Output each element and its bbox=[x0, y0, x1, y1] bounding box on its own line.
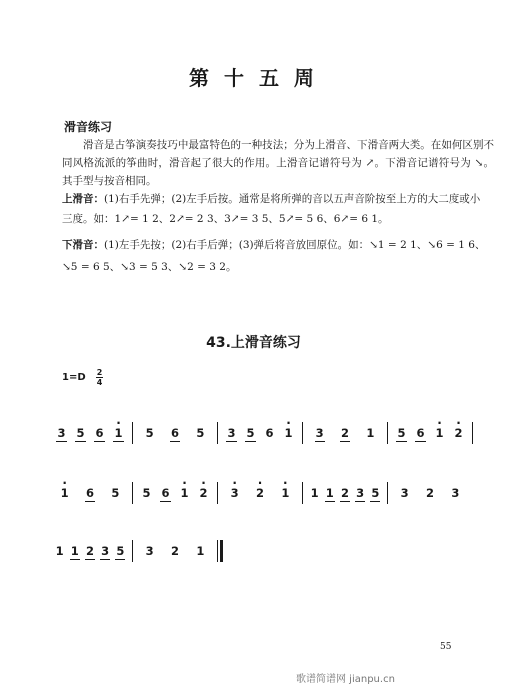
measure bbox=[48, 478, 132, 508]
note: 1 bbox=[55, 544, 64, 558]
note: 5 bbox=[246, 426, 255, 440]
score-row-2 bbox=[48, 478, 478, 508]
note: 5 bbox=[196, 426, 205, 440]
note: 3 bbox=[356, 486, 365, 500]
note: 6 bbox=[416, 426, 425, 440]
note: · 1 bbox=[112, 426, 124, 440]
score-row-1 bbox=[48, 418, 478, 448]
note: 5 bbox=[397, 426, 406, 440]
note: 3 bbox=[315, 426, 324, 440]
note: 5 bbox=[76, 426, 85, 440]
note: 3 bbox=[57, 426, 66, 440]
measure bbox=[218, 478, 302, 508]
measure bbox=[303, 418, 387, 448]
meter-top: 2 bbox=[96, 368, 103, 377]
measure bbox=[388, 418, 472, 448]
downward-slide-rule-line1 bbox=[62, 236, 494, 254]
section-title: 滑音练习 bbox=[64, 120, 113, 134]
note: 6 bbox=[265, 426, 274, 440]
watermark: 歌谱简谱网 jianpu.cn bbox=[296, 674, 395, 685]
week-title: 第 十 五 周 bbox=[189, 66, 318, 90]
note: · 1 bbox=[433, 426, 445, 440]
note: 3 bbox=[400, 486, 409, 500]
intro-paragraph: 滑音是古筝演奏技巧中最富特色的一种技法；分为上滑音、下滑音两大类。在如何区别不同风格流派的筝曲时，滑音起了很大的作用。上滑音记谱符号为 ↗。下滑音记谱符号为 ↘。其手型与按音相同。 bbox=[62, 139, 494, 187]
note: 2 bbox=[170, 544, 179, 558]
note: 6 bbox=[85, 486, 94, 500]
upward-slide-label: 上滑音： bbox=[62, 193, 104, 205]
measure bbox=[218, 418, 302, 448]
time-signature bbox=[96, 368, 103, 387]
note: 3 bbox=[451, 486, 460, 500]
measure bbox=[133, 536, 217, 566]
measure bbox=[48, 418, 132, 448]
downward-slide-text1: (1)左手先按；(2)右手后弹；(3)弹后将音放回原位。如：↘1 = 2 1、↘6 = 1 6、 bbox=[104, 239, 486, 251]
note: 1 bbox=[70, 544, 79, 558]
note: 3 bbox=[227, 426, 236, 440]
note: 1 bbox=[196, 544, 205, 558]
note: · 1 bbox=[59, 486, 71, 500]
barline-thick bbox=[220, 540, 223, 562]
note: 5 bbox=[142, 486, 151, 500]
note: 1 bbox=[325, 486, 334, 500]
note: 5 bbox=[116, 544, 125, 558]
note: 6 bbox=[95, 426, 104, 440]
downward-slide-rule-line2: ↘5 = 6 5、↘3 = 5 3、↘2 = 3 2。 bbox=[62, 261, 237, 273]
upward-slide-rule-line2: 三度。如：1↗= 1 2、2↗= 2 3、3↗= 3 5、5↗= 5 6、6↗= 6 1。 bbox=[62, 213, 389, 225]
meter-bottom: 4 bbox=[96, 378, 103, 387]
note: · 1 bbox=[178, 486, 190, 500]
downward-slide-label: 下滑音： bbox=[62, 239, 104, 251]
note: · 2 bbox=[197, 486, 209, 500]
measure bbox=[48, 536, 132, 566]
note: · 2 bbox=[254, 486, 266, 500]
note: · 3 bbox=[229, 486, 241, 500]
note: 1 bbox=[310, 486, 319, 500]
upward-slide-rule-line1 bbox=[62, 190, 494, 208]
barline-thin bbox=[217, 540, 218, 562]
score-row-3 bbox=[48, 536, 478, 566]
note: 2 bbox=[340, 486, 349, 500]
note: 1 bbox=[366, 426, 375, 440]
measure bbox=[388, 478, 472, 508]
note: 2 bbox=[85, 544, 94, 558]
note: 6 bbox=[170, 426, 179, 440]
note: · 1 bbox=[282, 426, 294, 440]
note: 5 bbox=[145, 426, 154, 440]
final-barline bbox=[217, 540, 223, 562]
note: 5 bbox=[111, 486, 120, 500]
measure bbox=[303, 478, 387, 508]
note: · 2 bbox=[452, 426, 464, 440]
note: 5 bbox=[371, 486, 380, 500]
note: 3 bbox=[145, 544, 154, 558]
note: 3 bbox=[101, 544, 110, 558]
note: · 1 bbox=[279, 486, 291, 500]
key-signature: 1=D bbox=[62, 372, 86, 383]
piece-title: 43.上滑音练习 bbox=[206, 335, 301, 351]
note: 6 bbox=[161, 486, 170, 500]
page-number: 55 bbox=[440, 642, 452, 652]
note: 2 bbox=[425, 486, 434, 500]
upward-slide-text1: (1)右手先弹；(2)左手后按。通常是将所弹的音以五声音阶按至上方的大二度或小 bbox=[104, 193, 481, 205]
barline bbox=[472, 422, 473, 444]
measure bbox=[133, 478, 217, 508]
note: 2 bbox=[340, 426, 349, 440]
measure bbox=[133, 418, 217, 448]
